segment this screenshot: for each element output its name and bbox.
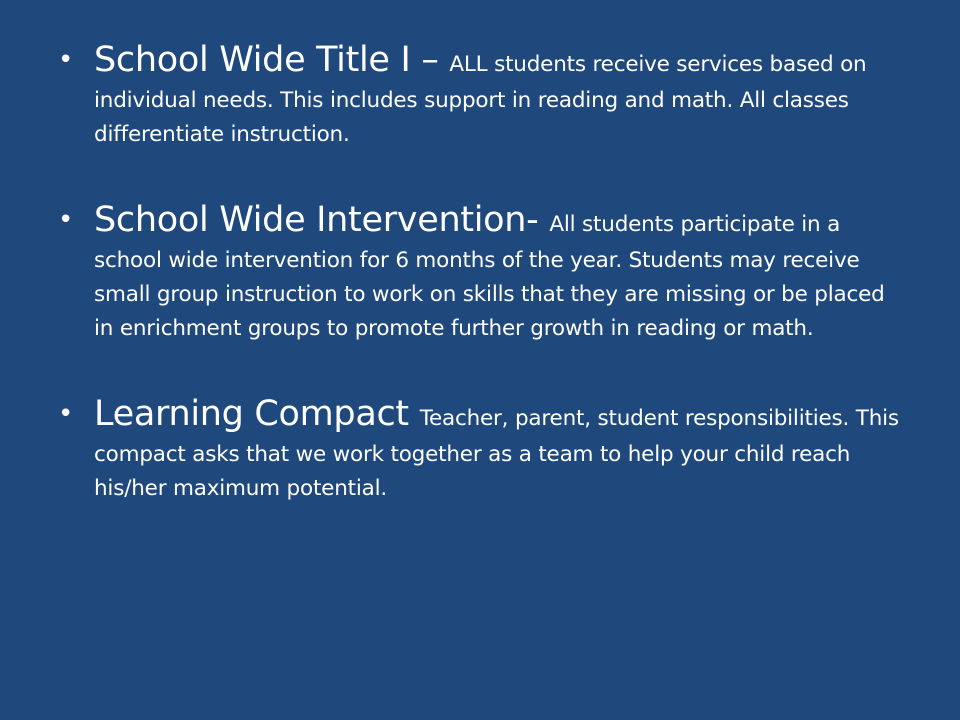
bullet-dot-icon: • <box>58 45 74 75</box>
bullet-text: All students participate in a school wide intervention for 6 months of the year. Students may receive small group instruction to work on skills that they are missing or be placed in enrichment groups to promote further growth in reading or math. <box>94 212 885 341</box>
bullet-item-intervention <box>58 196 908 346</box>
bullet-text: ALL students receive services based on individual needs. This includes support in reading and math. All classes differentiate instruction. <box>94 52 867 147</box>
bullet-dot-icon: • <box>58 399 74 429</box>
bullet-item-learning-compact <box>58 390 908 506</box>
bullet-heading: Learning Compact <box>94 394 420 434</box>
bullet-text: Teacher, parent, student responsibilities. This compact asks that we work together as a team to help your child reach his/her maximum potential. <box>94 406 899 501</box>
bullet-heading: School Wide Intervention- <box>94 200 550 240</box>
bullet-dot-icon: • <box>58 205 74 235</box>
bullet-list <box>58 36 908 550</box>
bullet-item-title-one <box>58 36 908 152</box>
bullet-heading: School Wide Title I – <box>94 40 450 80</box>
